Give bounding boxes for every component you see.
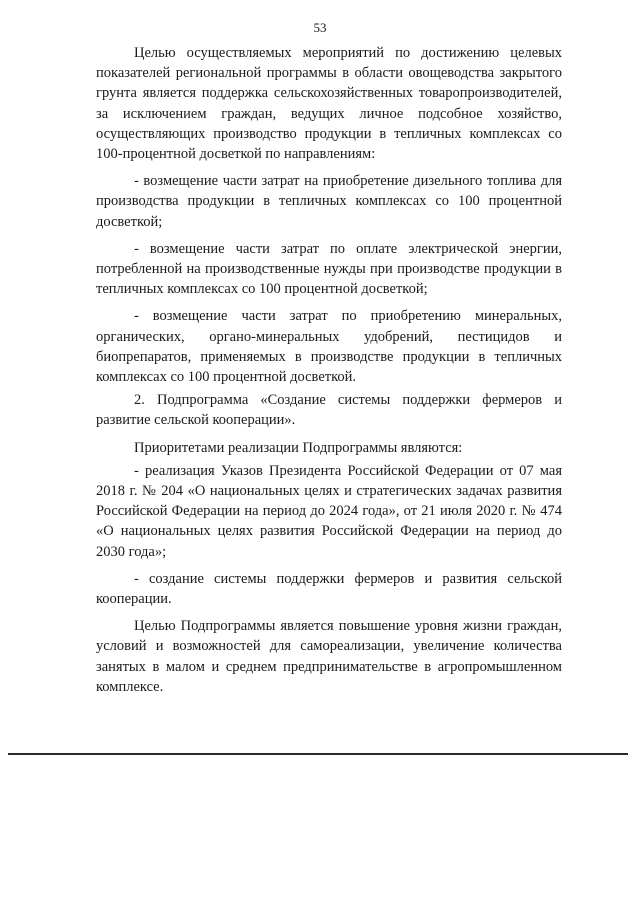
page-number: 53: [313, 20, 327, 35]
priorities-heading: Приоритетами реализации Подпрограммы являются:: [134, 439, 463, 456]
list-item-diesel-fuel: - возмещение части затрат на приобретение дизельного топлива для производства продукции в тепличных комплексах со 100 процентной досветкой;: [96, 173, 562, 230]
paragraph-goal-greenhouse: Целью осуществляемых мероприятий по достижению целевых показателей региональной программы в области овощеводства закрытого грунта является поддержка сельскохозяйственных товаропроизводителей, за исключением граждан, ведущих личное подсобное хозяйство, осуществляющих производство продукции в тепличных комплексах со 100-процентной досветкой по направлениям:: [96, 45, 562, 163]
list-item-electricity: - возмещение части затрат по оплате электрической энергии, потребленной на производственные нужды при производстве продукции в тепличных комплексах со 100 процентной досветкой;: [96, 240, 562, 298]
document-body: [96, 43, 562, 704]
subprogram-heading: 2. Подпрограмма «Создание системы поддержки фермеров и развитие сельской кооперации».: [96, 392, 562, 429]
paragraph-subprogram-goal: Целью Подпрограммы является повышение уровня жизни граждан, условий и возможностей для самореализации, увеличение количества занятых в малом и среднем предпринимательстве в агропромышленном комплексе.: [96, 618, 562, 695]
list-item-farmer-support: - создание системы поддержки фермеров и развития сельской кооперации.: [96, 570, 562, 608]
page-divider: [8, 753, 628, 755]
list-item-decrees: - реализация Указов Президента Российской Федерации от 07 мая 2018 г. № 204 «О национальных целях и стратегических задачах развития Российской Федерации на период до 2024 года», от 21 июля 2020 г. № 474 «О национальных целях развития Российской Федерации на период до 2030 года»;: [96, 462, 562, 560]
list-item-fertilizers: - возмещение части затрат по приобретению минеральных, органических, органо-минеральных удобрений, пестицидов и биопрепаратов, применяемых в производстве продукции в тепличных комплексах со 100 процентной досветкой.: [96, 308, 562, 386]
